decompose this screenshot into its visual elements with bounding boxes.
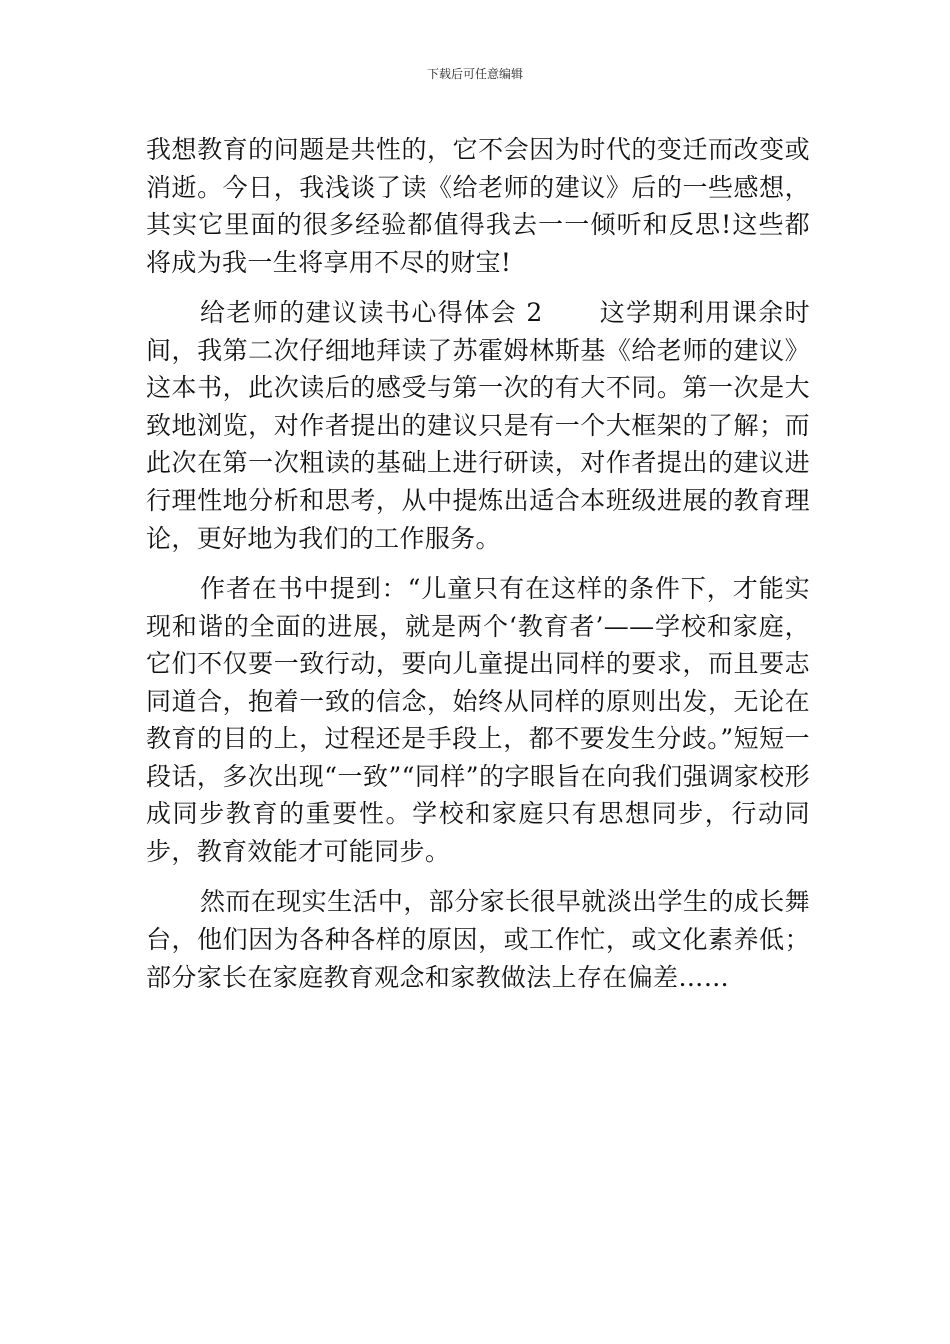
paragraph-3: 作者在书中提到：“儿童只有在这样的条件下，才能实现和谐的全面的进展，就是两个‘教育者’——学校和家庭，它们不仅要一致行动，要向儿童提出同样的要求，而且要志同道合，抱着一致的信念，始终从同样的原则出发，无论在教育的目的上，过程还是手段上，都不要发生分歧。”短短一段话，多次出现“一致”“同样”的字眼旨在向我们强调家校形成同步教育的重要性。学校和家庭只有思想同步，行动同步，教育效能才可能同步。	[146, 573, 810, 867]
page-header: 下载后可任意编辑	[426, 67, 523, 81]
section-heading: 给老师的建议读书心得体会 2	[200, 298, 543, 328]
paragraph-2-text: 这学期利用课余时间，我第二次仔细地拜读了苏霍姆林斯基《给老师的建议》这本书，此次读后的感受与第一次的有大不同。第一次是大致地浏览，对作者提出的建议只是有一个大框架的了解；而此次在第一次粗读的基础上进行研读，对作者提出的建议进行理性地分析和思考，从中提炼出适合本班级进展的教育理论，更好地为我们的工作服务。	[146, 298, 810, 553]
document-body	[146, 131, 810, 1009]
paragraph-2	[146, 294, 810, 557]
paragraph-1: 我想教育的问题是共性的，它不会因为时代的变迁而改变或消逝。今日，我浅谈了读《给老师的建议》后的一些感想，其实它里面的很多经验都值得我去一一倾听和反思!这些都将成为我一生将享用不尽的财宝!	[146, 135, 810, 277]
paragraph-4: 然而在现实生活中，部分家长很早就淡出学生的成长舞台，他们因为各种各样的原因，或工作忙，或文化素养低；部分家长在家庭教育观念和家教做法上存在偏差……	[146, 887, 810, 992]
